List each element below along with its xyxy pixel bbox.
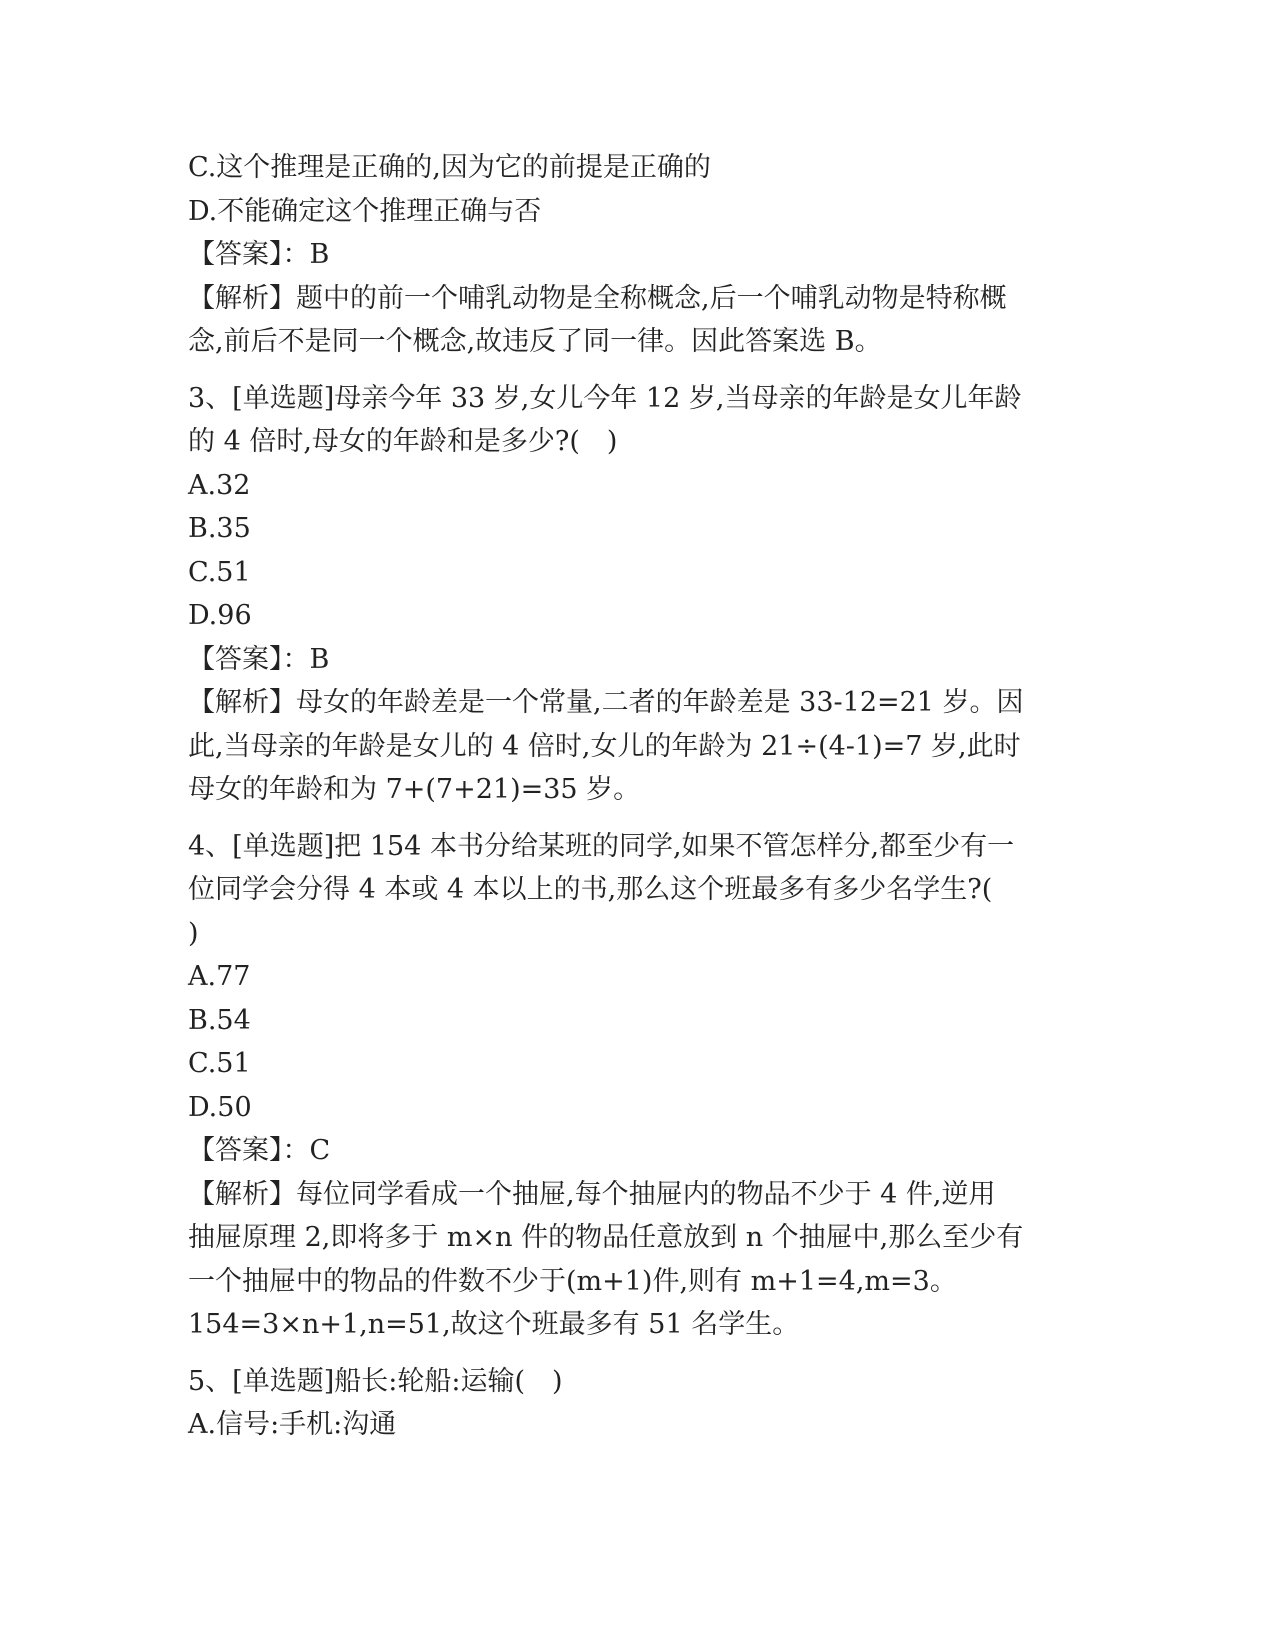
option-b: B.35 — [188, 513, 251, 544]
question-5 — [188, 1360, 1088, 1447]
question-stem: 3、[单选题]母亲今年 33 岁,女儿今年 12 岁,当母亲的年龄是女儿年龄 — [188, 382, 1022, 414]
option-c: C.51 — [188, 556, 251, 588]
option-d: D.96 — [188, 600, 252, 631]
option-a: A.32 — [188, 469, 251, 501]
question-stem: 5、[单选题]船长:轮船:运输( ) — [188, 1365, 563, 1397]
question-stem: ) — [188, 917, 199, 949]
question-2-tail — [188, 146, 1088, 364]
option-d: D.50 — [188, 1091, 252, 1123]
option-b: B.54 — [188, 1004, 251, 1036]
option-a: A.信号:手机:沟通 — [188, 1409, 397, 1440]
analysis-line: 【解析】每位同学看成一个抽屉,每个抽屉内的物品不少于 4 件,逆用 — [188, 1178, 996, 1210]
option-d: D.不能确定这个推理正确与否 — [188, 195, 542, 227]
analysis-line: 154=3×n+1,n=51,故这个班最多有 51 名学生。 — [188, 1309, 800, 1340]
analysis-line: 念,前后不是同一个概念,故违反了同一律。因此答案选 B。 — [188, 326, 882, 357]
analysis-line: 一个抽屉中的物品的件数不少于(m+1)件,则有 m+1=4,m=3。 — [188, 1265, 957, 1297]
option-c: C.这个推理是正确的,因为它的前提是正确的 — [188, 152, 711, 183]
analysis-line: 此,当母亲的年龄是女儿的 4 倍时,女儿的年龄为 21÷(4-1)=7 岁,此时 — [188, 730, 1021, 762]
question-stem: 的 4 倍时,母女的年龄和是多少?( ) — [188, 426, 618, 457]
question-stem: 4、[单选题]把 154 本书分给某班的同学,如果不管怎样分,都至少有一 — [188, 830, 1015, 862]
answer-line: 【答案】：B — [188, 643, 330, 675]
question-4 — [188, 825, 1088, 1347]
analysis-line: 母女的年龄和为 7+(7+21)=35 岁。 — [188, 774, 641, 805]
answer-line: 【答案】：B — [188, 239, 330, 270]
question-stem: 位同学会分得 4 本或 4 本以上的书,那么这个班最多有多少名学生?( — [188, 874, 993, 905]
option-a: A.77 — [188, 961, 251, 992]
question-3 — [188, 377, 1088, 812]
option-c: C.51 — [188, 1048, 251, 1079]
analysis-line: 【解析】母女的年龄差是一个常量,二者的年龄差是 33-12=21 岁。因 — [188, 687, 1024, 718]
answer-line: 【答案】：C — [188, 1135, 331, 1166]
analysis-line: 【解析】题中的前一个哺乳动物是全称概念,后一个哺乳动物是特称概 — [188, 282, 1007, 314]
analysis-line: 抽屉原理 2,即将多于 m×n 件的物品任意放到 n 个抽屉中,那么至少有 — [188, 1222, 1024, 1253]
document-page — [188, 146, 1088, 1447]
